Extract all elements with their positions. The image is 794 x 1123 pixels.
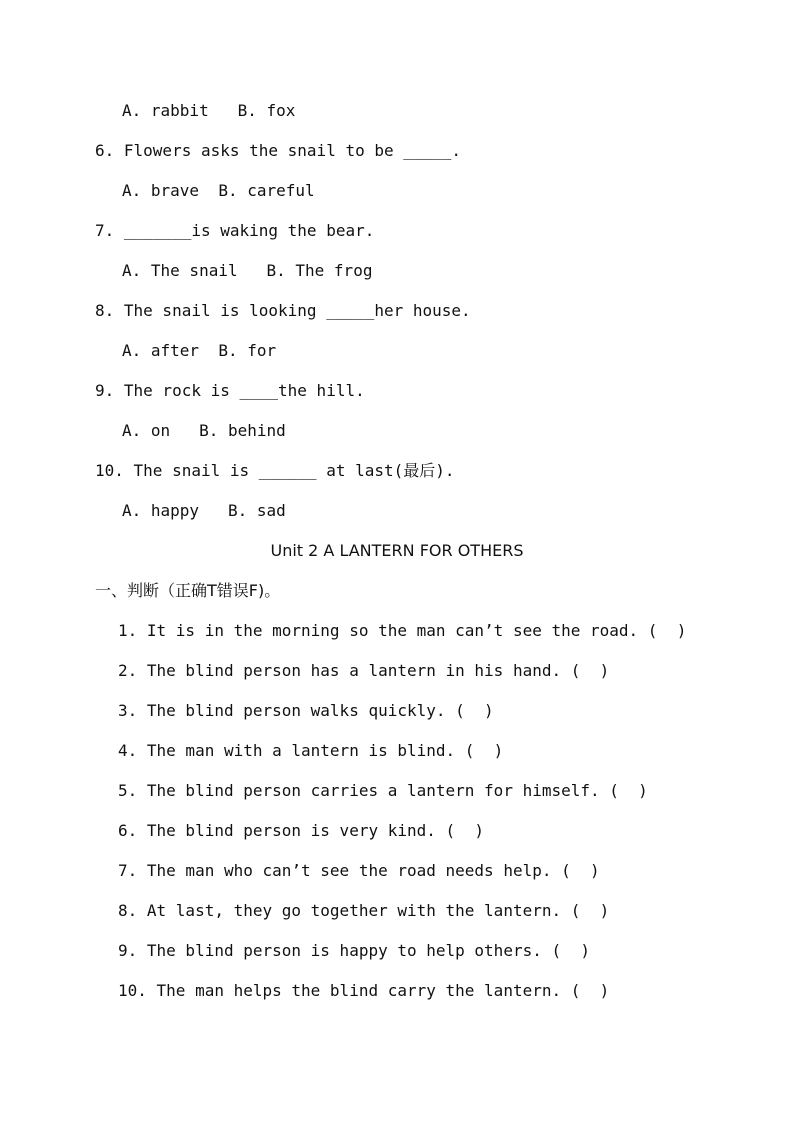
tf-item-2: 2. The blind person has a lantern in his hand. ( ) xyxy=(118,661,610,680)
tf-item-3: 3. The blind person walks quickly. ( ) xyxy=(118,701,494,720)
q5-options: A. rabbit B. fox xyxy=(122,101,296,120)
tf-item-9: 9. The blind person is happy to help others. ( ) xyxy=(118,941,591,960)
q6-options: A. brave B. careful xyxy=(122,181,315,200)
tf-item-8: 8. At last, they go together with the lantern. ( ) xyxy=(118,901,610,920)
tf-item-1: 1. It is in the morning so the man can’t see the road. ( ) xyxy=(118,621,687,640)
unit-title: Unit 2 A LANTERN FOR OTHERS xyxy=(270,541,524,560)
q8-question: 8. The snail is looking _____her house. xyxy=(95,301,471,320)
q10-question: 10. The snail is ______ at last(最后). xyxy=(95,461,455,480)
tf-item-7: 7. The man who can’t see the road needs help. ( ) xyxy=(118,861,600,880)
q6-question: 6. Flowers asks the snail to be _____. xyxy=(95,141,462,160)
section-label: 一、判断（正确T错误F)。 xyxy=(95,581,281,600)
q8-options: A. after B. for xyxy=(122,341,277,360)
tf-item-4: 4. The man with a lantern is blind. ( ) xyxy=(118,741,504,760)
q9-question: 9. The rock is ____the hill. xyxy=(95,381,365,400)
q7-question: 7. _______is waking the bear. xyxy=(95,221,375,240)
q7-options: A. The snail B. The frog xyxy=(122,261,373,280)
tf-item-10: 10. The man helps the blind carry the lantern. ( ) xyxy=(118,981,610,1000)
q9-options: A. on B. behind xyxy=(122,421,286,440)
q10-options: A. happy B. sad xyxy=(122,501,286,520)
tf-item-6: 6. The blind person is very kind. ( ) xyxy=(118,821,485,840)
tf-item-5: 5. The blind person carries a lantern for himself. ( ) xyxy=(118,781,648,800)
